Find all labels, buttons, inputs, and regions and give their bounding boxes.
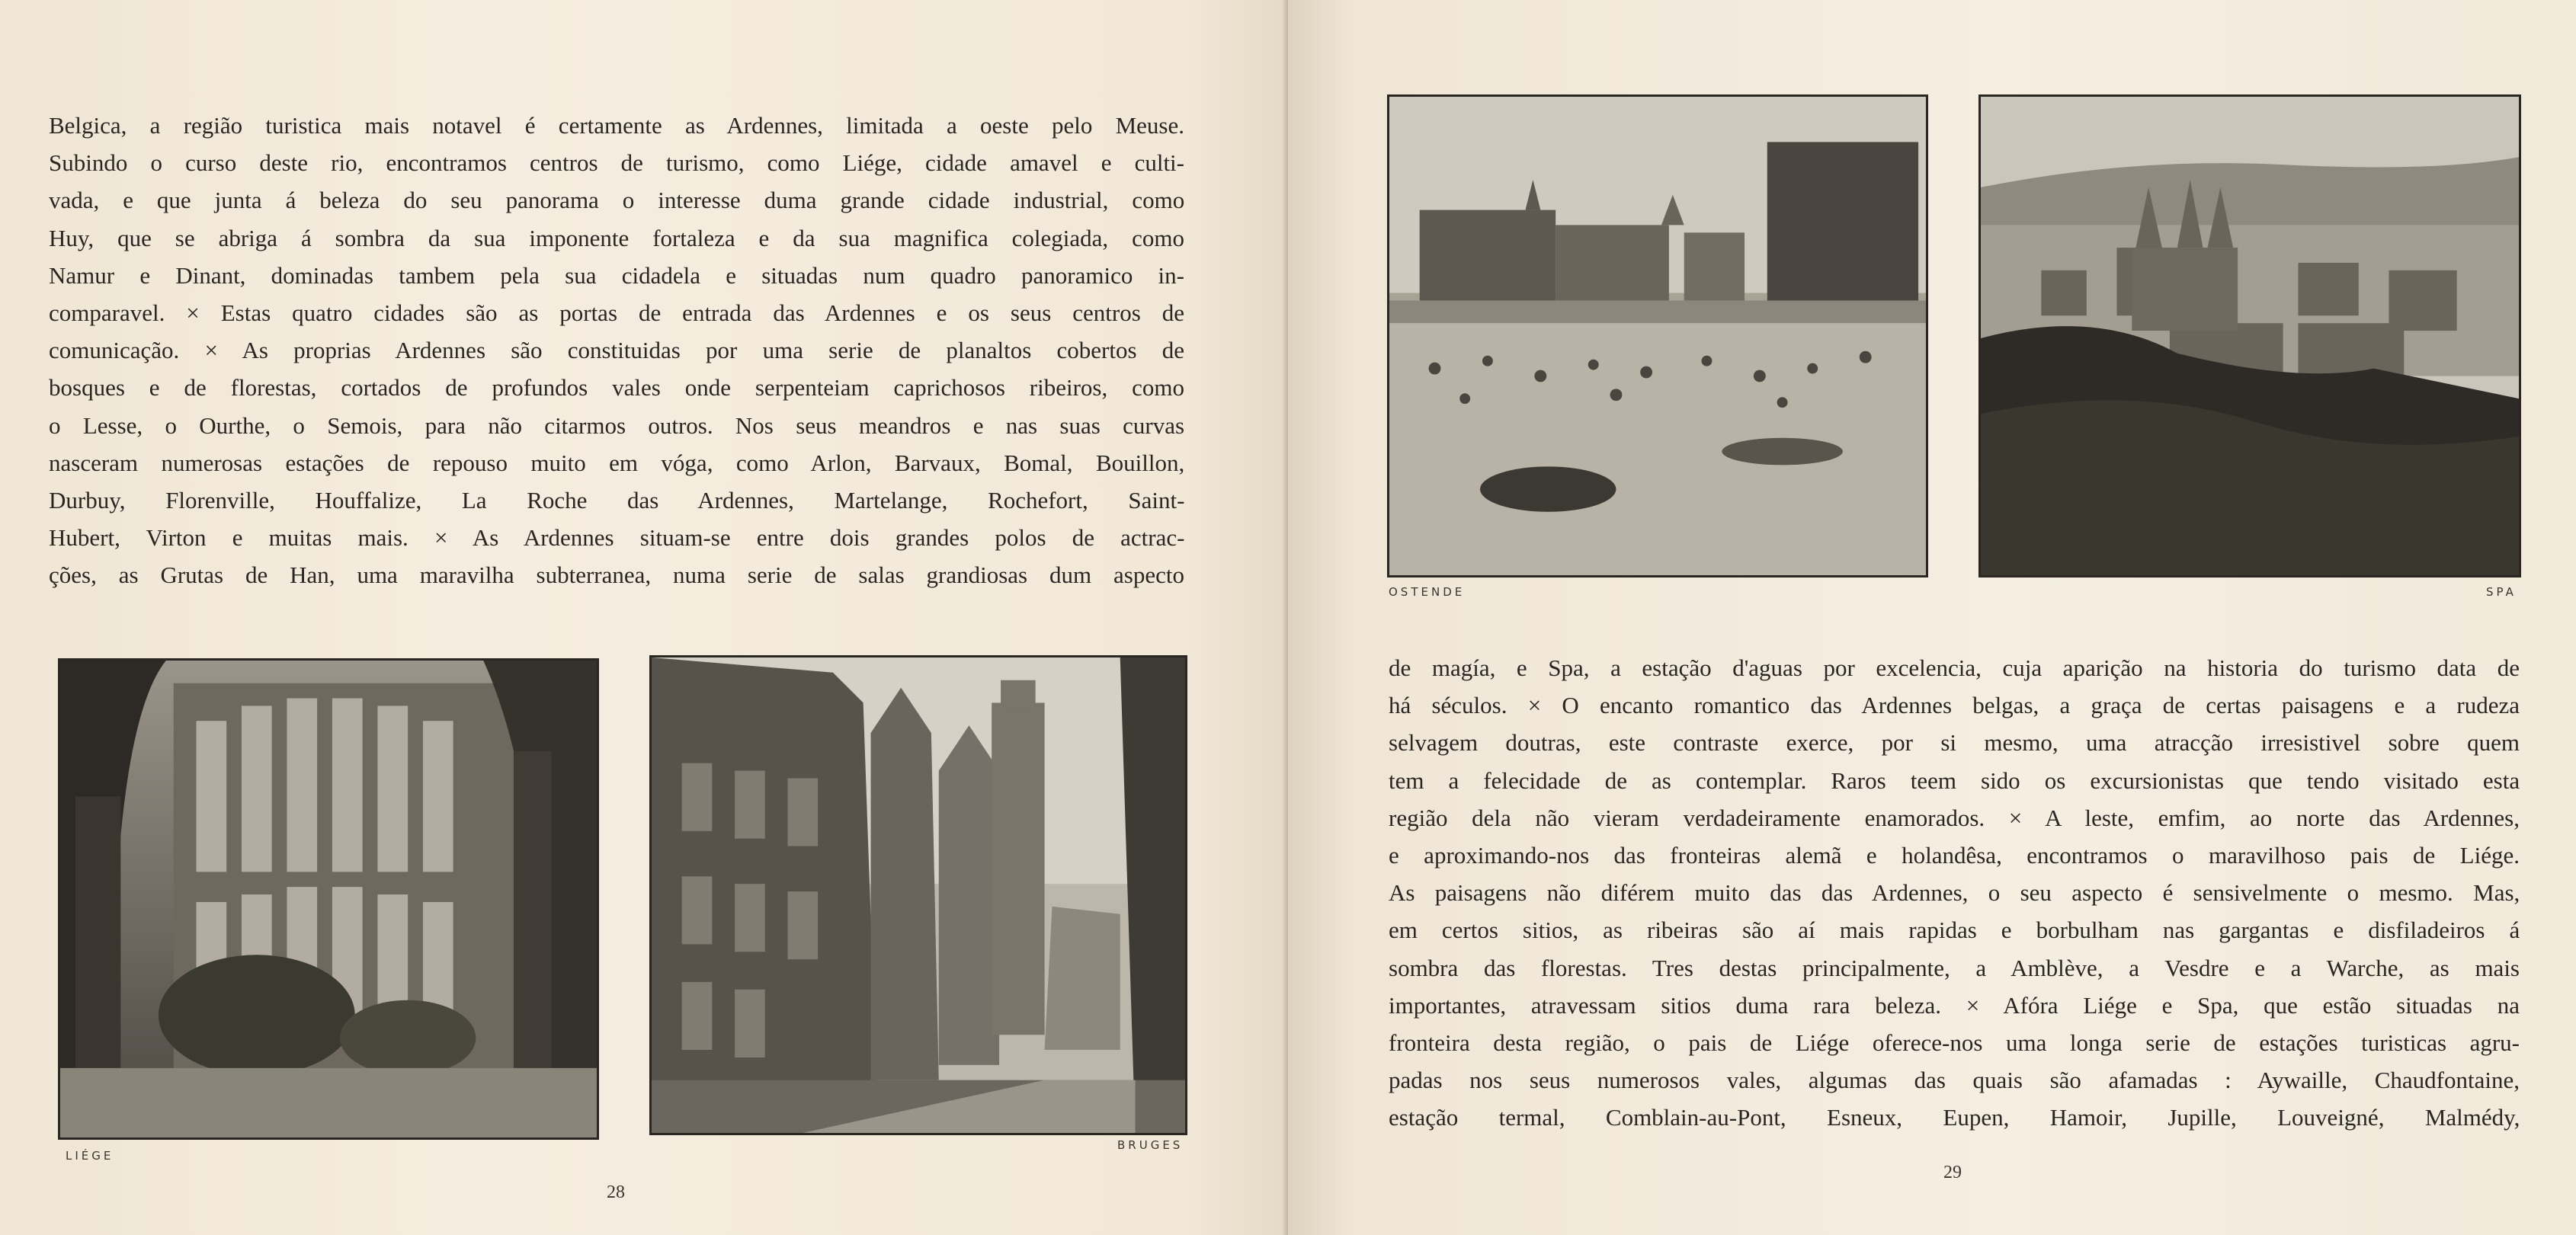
text-line: Namur e Dinant, dominadas tambem pela sua cidadela e situadas num quadro panoramico in- xyxy=(49,261,1184,289)
text-line: importantes, atravessam sitios duma rara beleza. × Afóra Liége e Spa, que estão situadas na xyxy=(1389,991,2520,1019)
text-line: ções, as Grutas de Han, uma maravilha subterranea, numa serie de salas grandiosas dum aspecto xyxy=(49,562,1184,589)
text-line: o Lesse, o Ourthe, o Semois, para não citarmos outros. Nos seus meandros e nas suas curvas xyxy=(49,411,1185,439)
text-line: região dela não vieram verdadeiramente enamorados. × A leste, emfim, ao norte das Ardennes, xyxy=(1389,804,2520,831)
right-page-text xyxy=(1389,649,2520,1137)
liege-caption: LIÉGE xyxy=(66,1149,114,1163)
text-line: comparavel. × Estas quatro cidades são as portas de entrada das Ardennes e os seus centros de xyxy=(49,299,1184,327)
text-line: Belgica, a região turistica mais notavel é certamente as Ardennes, limitada a oeste pelo Meuse. xyxy=(49,112,1184,139)
ostende-caption: OSTENDE xyxy=(1389,585,1466,599)
text-line: tem a felecidade de as contemplar. Raros teem sido os excursionistas que tendo visitado esta xyxy=(1389,766,2520,794)
text-line: Hubert, Virton e muitas mais. × As Ardennes situam-se entre dois grandes polos de actrac- xyxy=(49,524,1185,552)
text-line: nasceram numerosas estações de repouso muito em vóga, como Arlon, Barvaux, Bomal, Bouillon, xyxy=(49,449,1185,476)
spa-caption: SPA xyxy=(2486,585,2517,599)
left-page-number: 28 xyxy=(607,1182,625,1202)
text-line: há séculos. × O encanto romantico das Ardennes belgas, a graça de certas paisagens e a rudeza xyxy=(1389,692,2520,719)
text-line: sombra das florestas. Tres destas principalmente, a Amblève, a Vesdre e a Warche, as mais xyxy=(1389,954,2520,981)
text-line: Durbuy, Florenville, Houffalize, La Roche das Ardennes, Martelange, Rochefort, Saint- xyxy=(49,487,1185,514)
text-line: padas nos seus numerosos vales, algumas das quais são afamadas : Aywaille, Chaudfontaine, xyxy=(1389,1067,2520,1094)
spa-photo xyxy=(1978,94,2521,578)
text-line: vada, e que junta á beleza do seu panorama o interesse duma grande cidade industrial, como xyxy=(49,187,1185,214)
bruges-photo xyxy=(649,655,1187,1135)
text-line: estação termal, Comblain-au-Pont, Esneux, Eupen, Hamoir, Jupille, Louveigné, Malmédy, xyxy=(1389,1104,2520,1131)
text-line: em certos sitios, as ribeiras são aí mais rapidas e borbulham nas gargantas e disfiladeiros á xyxy=(1389,917,2520,944)
text-line: Huy, que se abriga á sombra da sua imponente fortaleza e da sua magnifica colegiada, como xyxy=(49,224,1184,251)
bruges-caption: BRUGES xyxy=(1117,1138,1184,1152)
left-page-text xyxy=(49,107,1184,594)
text-line: fronteira desta região, o pais de Liége oferece-nos uma longa serie de estações turisticas agru- xyxy=(1389,1029,2520,1057)
ostende-photo xyxy=(1387,94,1928,578)
right-page xyxy=(1288,0,2576,1235)
right-page-number: 29 xyxy=(1943,1163,1962,1182)
text-line: selvagem doutras, este contraste exerce, por si mesmo, uma atracção irresistivel sobre quem xyxy=(1389,729,2520,757)
text-line: bosques e de florestas, cortados de profundos vales onde serpenteiam caprichosos ribeiros, como xyxy=(49,374,1185,402)
text-line: e aproximando-nos das fronteiras alemã e holandêsa, encontramos o maravilhoso pais de Liége. xyxy=(1389,842,2520,869)
text-line: Subindo o curso deste rio, encontramos centros de turismo, como Liége, cidade amavel e culti- xyxy=(49,149,1184,177)
text-line: de magía, e Spa, a estação d'aguas por excelencia, cuja aparição na historia do turismo data de xyxy=(1389,654,2520,681)
text-line: As paisagens não diférem muito das das Ardennes, o seu aspecto é sensivelmente o mesmo. Mas, xyxy=(1389,879,2520,907)
text-line: comunicação. × As proprias Ardennes são constituidas por uma serie de planaltos cobertos de xyxy=(49,337,1185,364)
liege-photo xyxy=(58,658,599,1140)
